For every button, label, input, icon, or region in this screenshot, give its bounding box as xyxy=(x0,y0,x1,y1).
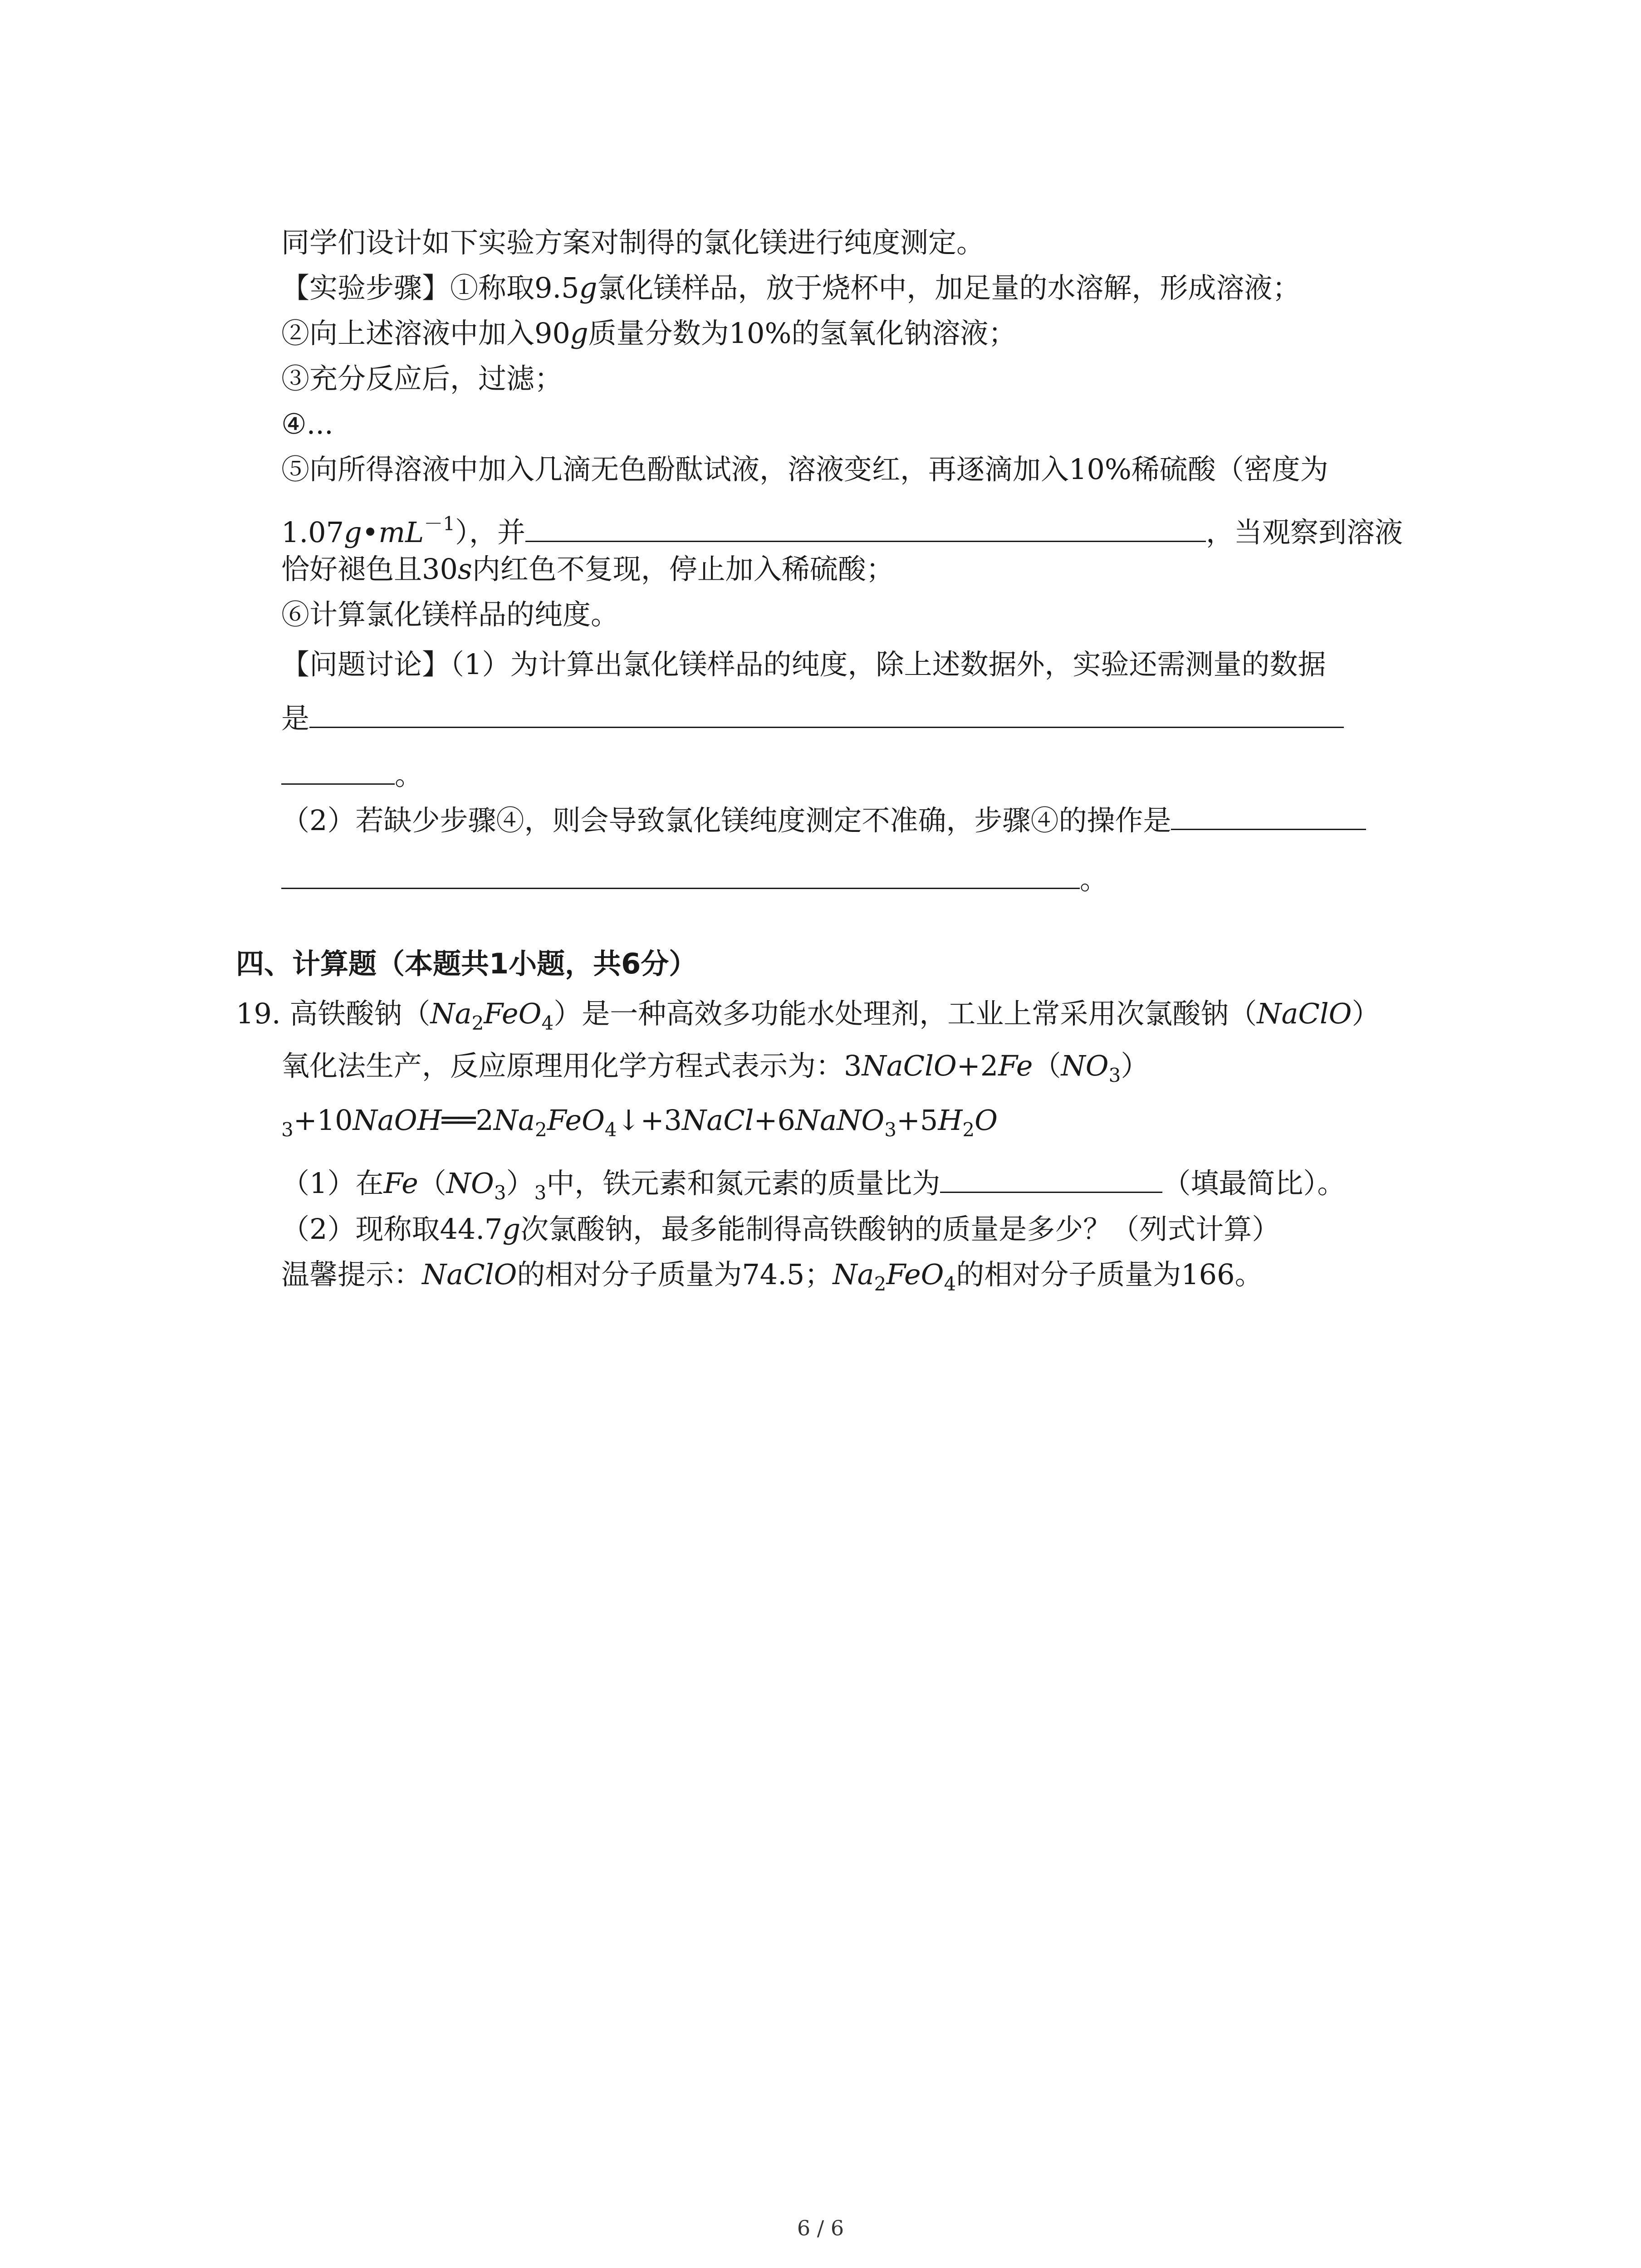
q19-tip: 温馨提示：NaClO的相对分子质量为74.5；$Na_2FeO_4$的相对分子质量为166。 xyxy=(281,1258,1263,1295)
q18-step5-density: $1.07g•mL^{-1}$），并 ，当观察到溶液 xyxy=(281,513,1403,549)
q18-step6: ⑥计算氯化镁样品的纯度。 xyxy=(281,598,619,631)
q18-discuss1-answer: 是 xyxy=(281,699,1344,737)
answer-blank-discuss1-cont[interactable] xyxy=(281,755,395,785)
q19-line1: 19. 高铁酸钠$(Na_2FeO_4)$是一种高效多功能水处理剂，工业上常采用次氯酸钠（NaClO） xyxy=(236,997,1380,1034)
q19-line2: 氧化法生产，反应原理用化学方程式表示为：$3NaClO+2Fe(NO_3)$ xyxy=(281,1049,1149,1086)
answer-blank-discuss2[interactable] xyxy=(1171,801,1366,830)
q18-discuss2-cont: 。 xyxy=(281,860,1108,898)
q19-equation: $_3+10NaOH══2Na_2FeO_4↓+3NaCl+6NaNO_3+5H_2O$ xyxy=(281,1104,998,1141)
answer-blank-discuss1[interactable] xyxy=(309,699,1344,728)
q19-part1: （1）在$Fe(NO_3)_3$中，铁元素和氮元素的质量比为 （填最简比）。 xyxy=(281,1163,1345,1211)
q18-discuss1-answer-cont: 。 xyxy=(281,755,423,793)
answer-blank-step5[interactable] xyxy=(525,513,1206,542)
q18-step2: ②向上述溶液中加入90g质量分数为10%的氢氧化钠溶液； xyxy=(281,317,1017,350)
q18-step4: ④... xyxy=(281,407,333,440)
answer-blank-q19-1[interactable] xyxy=(940,1163,1162,1193)
q18-step3: ③充分反应后，过滤； xyxy=(281,362,563,395)
q18-step1: 【实验步骤】①称取9.5g氯化镁样品，放于烧杯中，加足量的水溶解，形成溶液； xyxy=(281,271,1301,304)
q18-discuss2: （2）若缺少步骤④，则会导致氯化镁纯度测定不准确，步骤④的操作是 xyxy=(281,801,1366,839)
q18-discuss1: 【问题讨论】（1）为计算出氯化镁样品的纯度，除上述数据外，实验还需测量的数据 xyxy=(281,648,1326,681)
section-title: 四、计算题（本题共1小题，共6分） xyxy=(236,947,697,980)
q18-step5: ⑤向所得溶液中加入几滴无色酚酞试液，溶液变红，再逐滴加入10%稀硫酸（密度为 xyxy=(281,453,1328,486)
q18-intro: 同学们设计如下实验方案对制得的氯化镁进行纯度测定。 xyxy=(281,226,985,259)
q19-part2: （2）现称取44.7g次氯酸钠，最多能制得高铁酸钠的质量是多少？（列式计算） xyxy=(281,1212,1280,1246)
answer-blank-discuss2-cont[interactable] xyxy=(281,860,1080,889)
page-number: 6 / 6 xyxy=(797,2216,844,2240)
q18-step5-end: 恰好褪色且30s内红色不复现，停止加入稀硫酸； xyxy=(281,552,894,586)
